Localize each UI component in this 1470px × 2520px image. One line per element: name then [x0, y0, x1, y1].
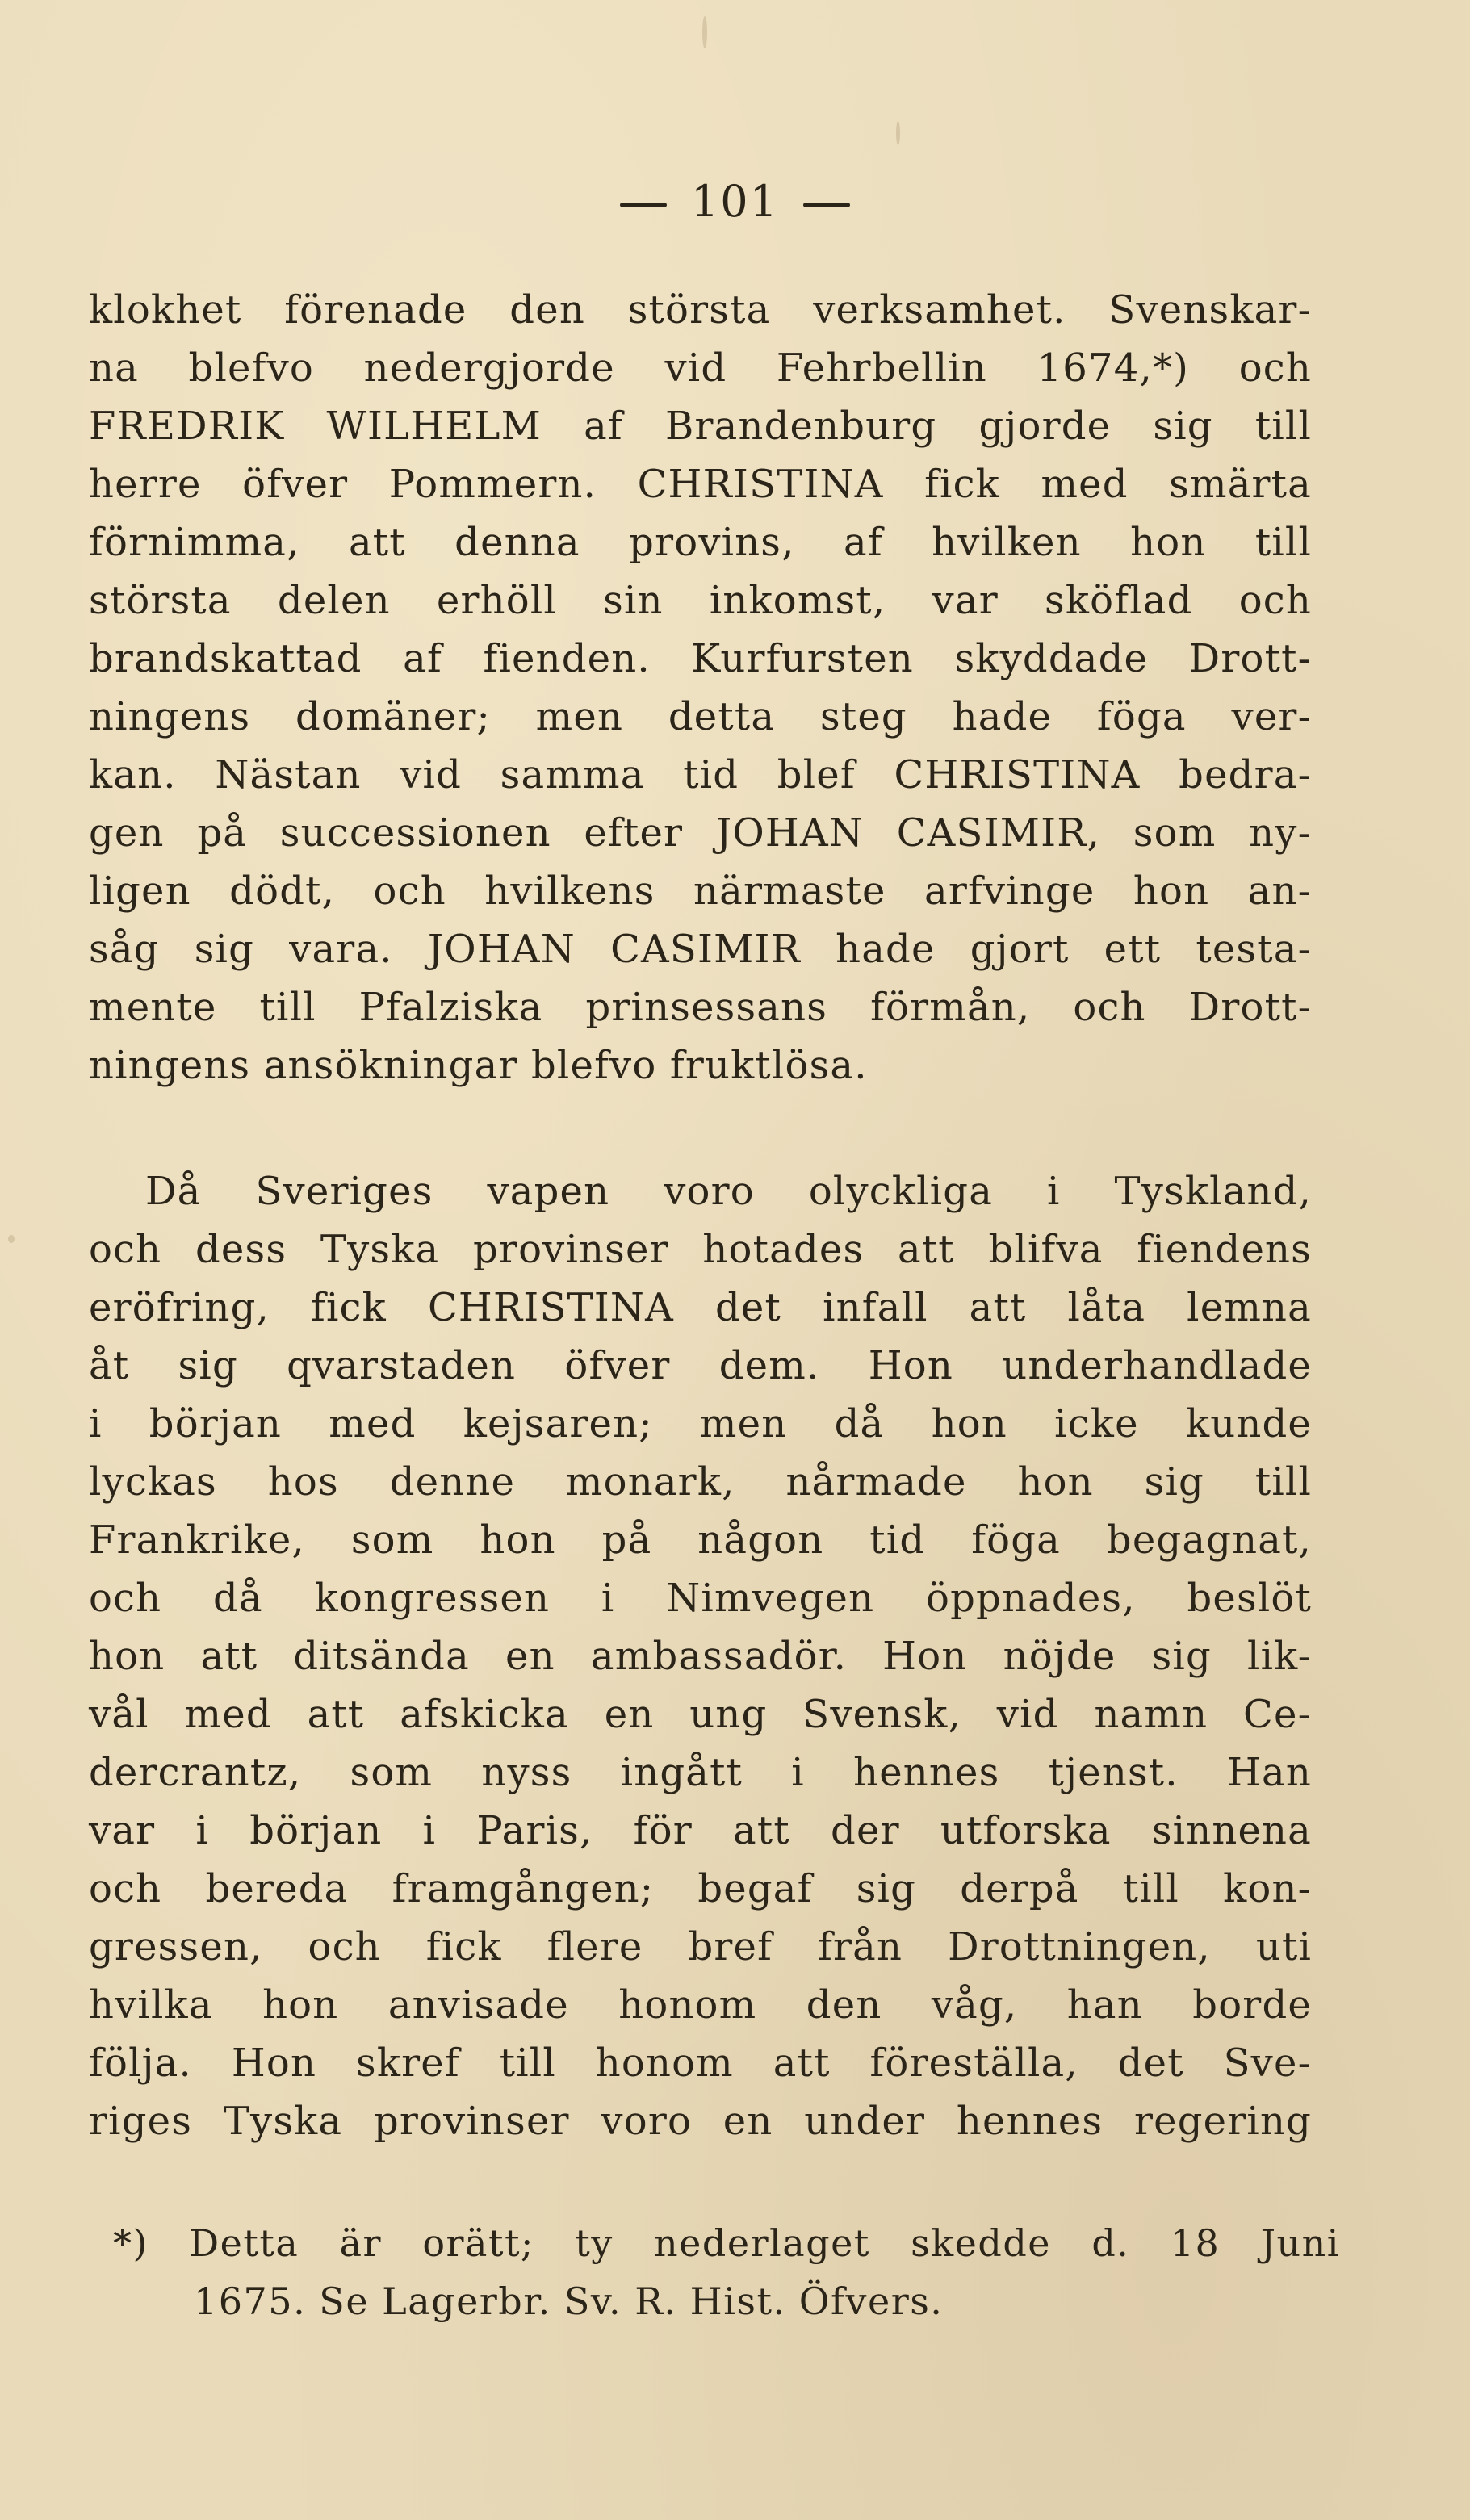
text-line: brandskattad af fienden. Kurfursten skyddade Drott- — [89, 636, 1312, 681]
text-line: ligen dödt, och hvilkens närmaste arfvinge hon an- — [89, 869, 1312, 914]
text-line: Då Sveriges vapen voro olyckliga i Tyskland, — [145, 1169, 1312, 1214]
page-number: 101 — [690, 176, 780, 227]
text-line: na blefvo nedergjorde vid Fehrbellin 1674,*) och — [89, 345, 1312, 391]
text-line: herre öfver Pommern. CHRISTINA fick med smärta — [89, 462, 1312, 507]
text-line: såg sig vara. JOHAN CASIMIR hade gjort ett testa- — [89, 927, 1312, 972]
footnote — [113, 2214, 1340, 2330]
paper-stain — [8, 1235, 15, 1243]
paragraph-1 — [89, 281, 1312, 1095]
paper-stain — [702, 16, 707, 48]
text-line: ningens ansökningar blefvo fruktlösa. — [89, 1043, 868, 1088]
text-line: i början med kejsaren; men då hon icke kunde — [89, 1401, 1312, 1446]
paper-stain — [896, 121, 900, 145]
page-header — [0, 176, 1470, 227]
text-line: förnimma, att denna provins, af hvilken hon till — [89, 520, 1312, 565]
text-line: riges Tyska provinser voro en under hennes regering — [89, 2099, 1312, 2144]
text-line: dercrantz, som nyss ingått i hennes tjenst. Han — [89, 1750, 1312, 1795]
text-line: var i början i Paris, för att der utforska sinnena — [89, 1808, 1312, 1853]
text-line: följa. Hon skref till honom att föreställa, det Sve- — [89, 2041, 1312, 2086]
footnote-line: 1675. Se Lagerbr. Sv. R. Hist. Öfvers. — [194, 2279, 944, 2323]
paragraph-2 — [89, 1162, 1312, 2150]
text-line: gen på successionen efter JOHAN CASIMIR, som ny- — [89, 810, 1312, 856]
text-line: FREDRIK WILHELM af Brandenburg gjorde sig till — [89, 404, 1312, 449]
text-line: hvilka hon anvisade honom den våg, han borde — [89, 1982, 1312, 2028]
text-line: och dess Tyska provinser hotades att blifva fiendens — [89, 1227, 1312, 1272]
text-line: största delen erhöll sin inkomst, var sköflad och — [89, 578, 1312, 623]
text-line: kan. Nästan vid samma tid blef CHRISTINA bedra- — [89, 752, 1312, 797]
header-dash-right — [803, 203, 850, 207]
text-line: eröfring, fick CHRISTINA det infall att låta lemna — [89, 1285, 1312, 1330]
footnote-line: *) Detta är orätt; ty nederlaget skedde d. 18 Juni — [113, 2221, 1340, 2265]
text-line: åt sig qvarstaden öfver dem. Hon underhandlade — [89, 1343, 1312, 1388]
text-line: mente till Pfalziska prinsessans förmån, och Drott- — [89, 985, 1312, 1030]
text-line: och då kongressen i Nimvegen öppnades, beslöt — [89, 1576, 1312, 1621]
header-dash-left — [620, 203, 667, 207]
text-line: vål med att afskicka en ung Svensk, vid namn Ce- — [89, 1692, 1312, 1737]
text-line: och bereda framgången; begaf sig derpå till kon- — [89, 1866, 1312, 1911]
text-line: klokhet förenade den största verksamhet. Svenskar- — [89, 287, 1312, 333]
text-line: gressen, och fick flere bref från Drottningen, uti — [89, 1924, 1312, 1970]
text-line: ningens domäner; men detta steg hade föga ver- — [89, 694, 1312, 739]
text-line: hon att ditsända en ambassadör. Hon nöjde sig lik- — [89, 1634, 1312, 1679]
text-line: lyckas hos denne monark, nårmade hon sig till — [89, 1459, 1312, 1505]
text-line: Frankrike, som hon på någon tid föga begagnat, — [89, 1517, 1312, 1563]
